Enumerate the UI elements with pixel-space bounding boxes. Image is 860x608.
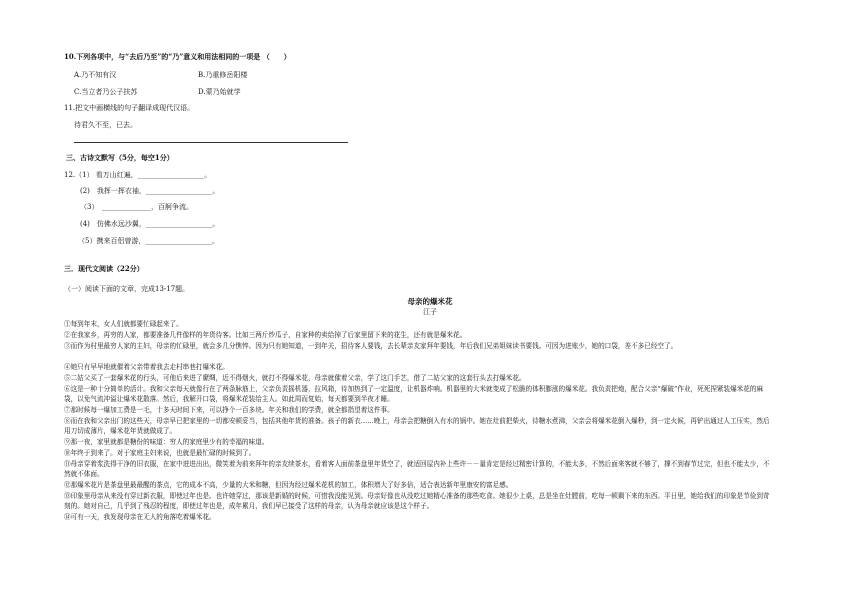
paragraph-10: ⑩年终于到来了。对于家庭主妇来说，也就是最忙碌的时候到了。: [64, 449, 256, 457]
q10-option-d: D.蒙乃始就学: [198, 88, 241, 96]
paragraph-12: ⑫那爆米花片是茶盘里最最醒的茶点，它的成本不高，少量的大米和糖，但因为经过爆米花机的加工，体积增大了好多倍，适合表达新年里康安的富足感。: [64, 481, 513, 489]
q10-option-c: C.当立者乃公子扶苏: [74, 88, 138, 96]
q10-option-b: B.乃重修岳阳楼: [198, 71, 248, 79]
paragraph-9: ⑨那一夜，家里就都是糖份的味道：穷人的家庭里少有的幸福的味道。: [64, 438, 269, 446]
article-title: 母亲的爆米花: [407, 297, 453, 306]
q11-stem: 11.把文中画横线的句子翻译成现代汉语。: [64, 104, 195, 112]
paragraph-14: ⑭可有一天，我发现母亲在无人的角落吃着爆米花。: [64, 513, 216, 521]
q12-item-3: （3） ______________，百舸争流。: [80, 203, 193, 211]
q10-option-a: A.乃不知有汉: [74, 71, 117, 79]
paragraph-7: ⑦那时候每一爆加工费是一毛，十多天时间下来，可以挣个一百多块。年关和我们的学费，就全都指望着这件事。: [64, 406, 394, 414]
q11-sentence: 待君久不至，已去。: [74, 121, 137, 129]
q12-item-1: 12.（1） 看万山红遍，___________________。: [64, 171, 212, 179]
article-author: 江子: [423, 308, 437, 316]
paragraph-4: ④她只有早早地就催着父亲带着我去走村串巷打爆米花。: [64, 363, 229, 371]
q12-item-4: (4) 仿佛水远沙翼，___________________。: [80, 220, 220, 228]
section-heading-reading: 三．现代文阅读（22分）: [64, 264, 144, 273]
paragraph-13: ⑬印象里母亲从来没有穿过新衣服，即使过年也是。也许她穿过，那该是新婚的时候，可惜我没能见到。母亲好像也从没吃过她精心准备的那些吃食。她很少上桌，总是坐在灶膛前，吃每一顿剩下来的东西。平日里，她给我们的印象是节俭到苛刻的。她对自己，几乎到了残忍的程度，即使过年也是，成年累月，我们早已接受了这样的母亲，认为母亲就应该是这个样子。: [64, 492, 770, 511]
reading-intro: （一）阅读下面的文章，完成13-17题。: [64, 285, 190, 293]
paragraph-3: ③而作为村里最穷人家的主妇，母亲的忙碌里，就会多几分憔悴。因为只有她知道，一到年关，招待客人要钱，去长辈亲友家拜年要钱，年后我们兄弟姐妹读书要钱。可因为进账少，她的口袋，差不多已经空了。: [64, 342, 678, 350]
paragraph-6: ⑥这是一种十分简单的活计。我和父亲每天就像行在了两条脉筋上，父亲负责摇机器，拉风箱，待加热到了一定温度，让机器炸响。机器里的大米就变成了松脆的体积膨涨的爆米花。我负责把炮，配合父亲“爆破”作业，死死捏紧装爆米花的麻袋，以免气流冲溢让爆米花散落。然后，我解开口袋，将爆米花装给主人。如此周而复始，每天都要到半夜才睡。: [64, 385, 764, 404]
q10-stem: 10.下列各项中，与“去后乃至”的“乃”意义和用法相同的一项是 （ ）: [64, 52, 291, 61]
paragraph-1: ①每到年末，女人们就都要忙碌起来了。: [64, 320, 183, 328]
section-heading-poetry: 三、古诗文默写（5分，每空1分）: [66, 153, 174, 162]
answer-line: [74, 142, 348, 143]
paragraph-8: ⑧而在我和父亲出门的这些天，母亲早已把家里的一切都安顿妥当，包括其他年货的准备。孩子的新衣……晚上，母亲会把糖倒入有水的锅中。她在灶前把柴火，待糖水煮沸，父亲会将爆米花倒入爆秒，到一定火候，再铲出通过人工压实，然后用刀切成薄片，爆米花年货就做成了。: [64, 417, 770, 436]
q12-item-2: (2) 我挥一挥衣袖，___________________。: [80, 187, 220, 195]
paragraph-5: ⑤二姑父买了一套爆米花的行头，可他后来进了縻绸，近不得烟火，就打不得爆米花，母亲就催着父亲，学了这门手艺，借了二姑父家的这套行头去打爆米花。: [64, 374, 526, 382]
q12-item-5: （5）携来百侣曾游，___________________。: [78, 237, 219, 245]
paragraph-11: ⑪母亲穿着浆洗得干净的旧衣服，在家中进进出出，微笑着为前来拜年的亲友续茶水，看着客人面前茶盘里年货空了，就适回屋内补上些许－－量肯定是经过精密计算的，不能太多，不然后面来客就不够了，撑不到春节过完，但也不能太少，不然就不体面。: [64, 460, 770, 479]
paragraph-2: ②在我家乡，再穷的人家，都要准备几件像样的年货待客。比如三两斤炒瓜子，自家种的卖给掉了后家里留下来的花生，还有就是爆米花。: [64, 331, 467, 339]
